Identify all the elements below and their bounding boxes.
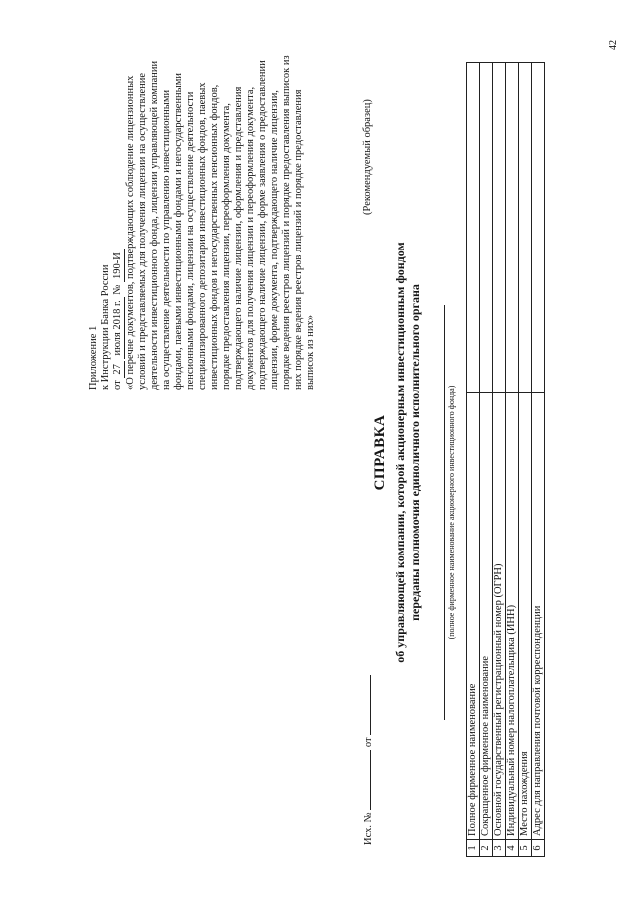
title-line: специализированного депозитария инвестиционных фондов, паевых <box>197 82 208 390</box>
subject-line: переданы полномочия единоличного исполнительного органа <box>408 284 422 621</box>
row-number: 6 <box>532 840 545 857</box>
document-heading: СПРАВКА <box>372 414 388 491</box>
instruction-title <box>125 30 317 390</box>
outgoing-label: Исх. № <box>363 812 374 845</box>
row-value-cell <box>519 63 532 393</box>
title-line: порядке ведения реестров лицензий и порядке предоставления выписок из <box>281 55 292 390</box>
title-line: фондами, паевыми инвестиционными фондами и негосударственными <box>173 73 184 390</box>
document-subject <box>393 60 423 845</box>
date-month-year: июля 2018 г. <box>112 297 125 358</box>
title-line: на осуществление деятельности по управлению инвестиционными <box>161 89 172 390</box>
row-value-cell <box>506 63 519 393</box>
appendix-line-1: Приложение 1 <box>88 325 99 390</box>
table-row <box>506 63 519 857</box>
title-line: деятельности инвестиционного фонда, лицензии управляющей компании <box>149 60 160 390</box>
outgoing-from-label: от <box>363 737 374 748</box>
row-value-cell <box>467 63 480 393</box>
fund-name-caption: (полное фирменное наименование акционерного инвестиционного фонда) <box>447 385 456 640</box>
row-label: Место нахождения <box>519 393 532 840</box>
row-value-cell <box>532 63 545 393</box>
table-row <box>519 63 532 857</box>
row-value-cell <box>493 63 506 393</box>
appendix-header <box>88 30 317 390</box>
table-row <box>532 63 545 857</box>
fund-name-blank-line <box>440 305 445 720</box>
appendix-date-line <box>112 30 125 390</box>
row-value-cell <box>480 63 493 393</box>
title-line: лицензии, форме документа, подтверждающего наличие лицензии, <box>269 90 280 390</box>
page-number: 42 <box>608 40 619 50</box>
company-info-table <box>466 62 545 857</box>
row-label: Основной государственный регистрационный номер (ОГРН) <box>493 393 506 840</box>
date-prefix: от <box>112 380 123 390</box>
outgoing-date-blank <box>360 675 371 735</box>
recommended-sample-note: (Рекомендуемый образец) <box>362 99 373 215</box>
table-row <box>480 63 493 857</box>
row-label: Индивидуальный номер налогоплательщика (ИНН) <box>506 393 519 840</box>
row-label: Адрес для направления почтовой корреспонденции <box>532 393 545 840</box>
table-row <box>493 63 506 857</box>
appendix-line-2: к Инструкции Банка России <box>100 264 111 390</box>
title-line: «О перечне документов, подтверждающих соблюдение лицензионных <box>125 75 136 390</box>
outgoing-number-blank <box>360 750 371 810</box>
title-line: инвестиционных фондов и негосударственных пенсионных фондов, <box>209 84 220 390</box>
row-number: 5 <box>519 840 532 857</box>
title-line: условий и представляемых для получения лицензии на осуществление <box>137 72 148 390</box>
row-number: 4 <box>506 840 519 857</box>
subject-line: об управляющей компании, которой акционерным инвестиционным фондом <box>393 242 407 663</box>
table-row <box>467 63 480 857</box>
row-number: 1 <box>467 840 480 857</box>
row-number: 2 <box>480 840 493 857</box>
title-line: документов для получения лицензии и переоформления документа, <box>245 86 256 390</box>
title-line: них порядке ведения реестров лицензий и порядке предоставления <box>293 89 304 390</box>
title-line: выписок из них» <box>305 314 316 390</box>
row-label: Сокращенное фирменное наименование <box>480 393 493 840</box>
title-line: порядке предоставления лицензии, переоформления документа, <box>221 103 232 390</box>
title-line: пенсионными фондами, лицензии на осуществление деятельности <box>185 91 196 390</box>
number-sign: № <box>112 284 123 295</box>
row-label: Полное фирменное наименование <box>467 393 480 840</box>
date-day: 27 <box>112 361 125 378</box>
title-line: подтверждающего наличие лицензии, оформления и представления <box>233 86 244 390</box>
title-line: подтверждающего наличие лицензии, форме заявления о предоставлении <box>257 60 268 390</box>
row-number: 3 <box>493 840 506 857</box>
instruction-number: 190-И <box>112 249 125 282</box>
